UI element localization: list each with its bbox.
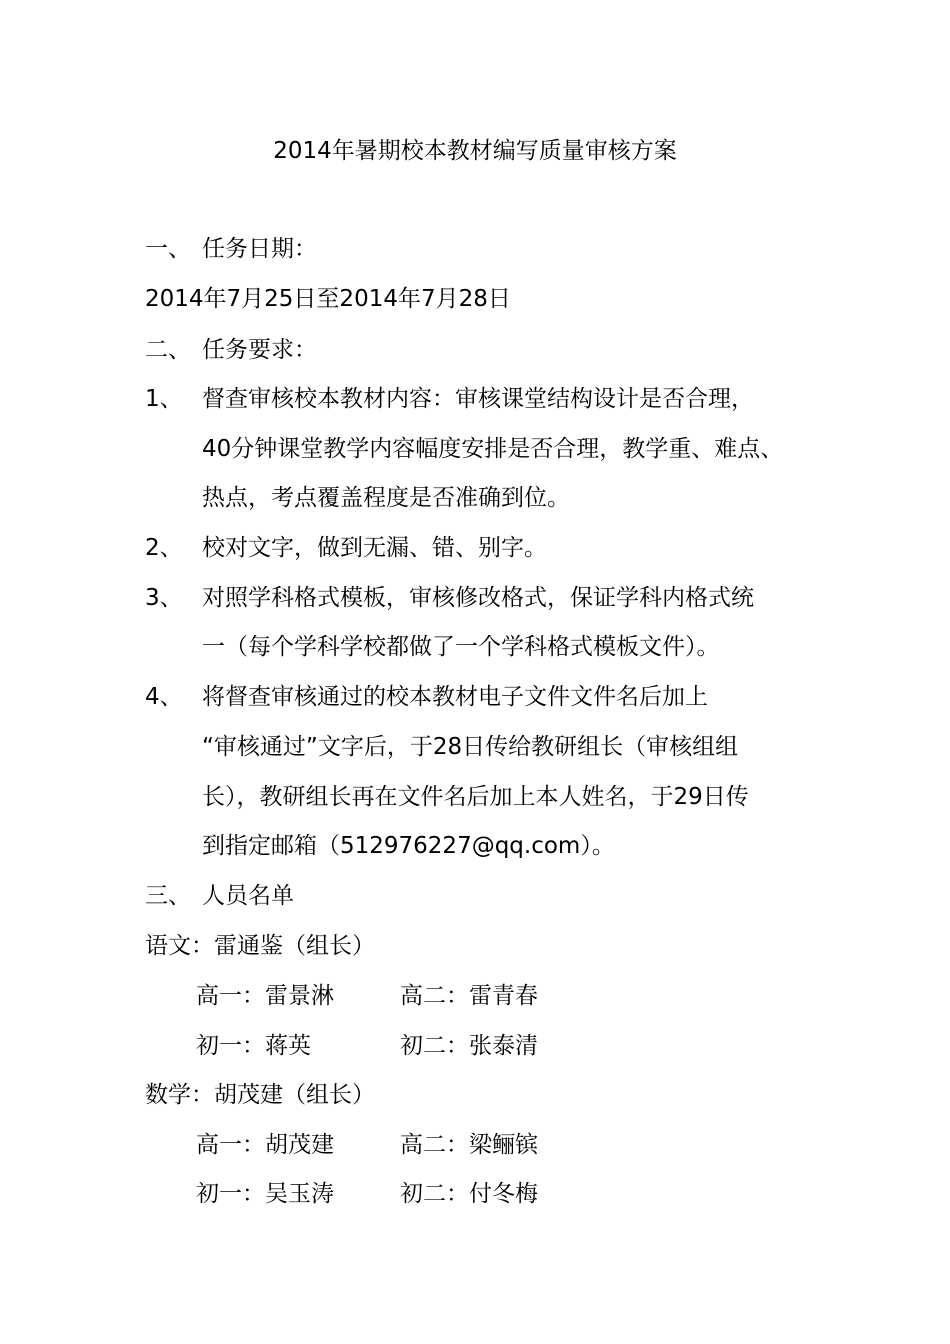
section-2-heading: 任务要求： <box>202 337 317 363</box>
section-1-heading: 任务日期： <box>202 236 317 262</box>
requirement-4-number: 4、 <box>145 684 183 710</box>
section-2-number: 二、 <box>145 337 191 363</box>
section-3-number: 三、 <box>145 883 191 909</box>
member-name: 高二：雷青春 <box>400 983 538 1009</box>
group-math-leader: 数学：胡茂建（组长） <box>145 1082 375 1108</box>
member-name: 初一：吴玉涛 <box>196 1181 334 1207</box>
member-name: 高二：梁鲡镔 <box>400 1132 538 1158</box>
document-title: 2014年暑期校本教材编写质量审核方案 <box>273 138 677 164</box>
requirement-2-line-1: 校对文字，做到无漏、错、别字。 <box>202 535 547 561</box>
group-chinese-leader: 语文：雷通鉴（组长） <box>145 933 375 959</box>
requirement-4-line-3: 长），教研组长再在文件名后加上本人姓名，于29日传 <box>202 784 749 810</box>
requirement-4-line-2: “审核通过”文字后，于28日传给教研组长（审核组组 <box>202 734 739 760</box>
task-date-range: 2014年7月25日至2014年7月28日 <box>145 286 511 312</box>
requirement-3-line-1: 对照学科格式模板，审核修改格式，保证学科内格式统 <box>202 585 754 611</box>
requirement-1-line-1: 督查审核校本教材内容：审核课堂结构设计是否合理， <box>202 386 754 412</box>
section-3-heading: 人员名单 <box>202 883 294 909</box>
requirement-1-line-2: 40分钟课堂教学内容幅度安排是否合理，教学重、难点、 <box>202 436 784 462</box>
member-name: 初二：付冬梅 <box>400 1181 538 1207</box>
requirement-4-line-4: 到指定邮箱（512976227@qq.com）。 <box>202 833 615 859</box>
requirement-4-line-1: 将督查审核通过的校本教材电子文件文件名后加上 <box>202 684 708 710</box>
requirement-3-line-2: 一（每个学科学校都做了一个学科格式模板文件）。 <box>202 634 720 660</box>
requirement-1-number: 1、 <box>145 386 183 412</box>
member-name: 高一：胡茂建 <box>196 1132 334 1158</box>
requirement-2-number: 2、 <box>145 535 183 561</box>
member-name: 初一：蒋英 <box>196 1033 311 1059</box>
member-name: 高一：雷景淋 <box>196 983 334 1009</box>
member-name: 初二：张泰清 <box>400 1033 538 1059</box>
section-1-number: 一、 <box>145 236 191 262</box>
requirement-1-line-3: 热点，考点覆盖程度是否准确到位。 <box>202 485 570 511</box>
requirement-3-number: 3、 <box>145 585 183 611</box>
